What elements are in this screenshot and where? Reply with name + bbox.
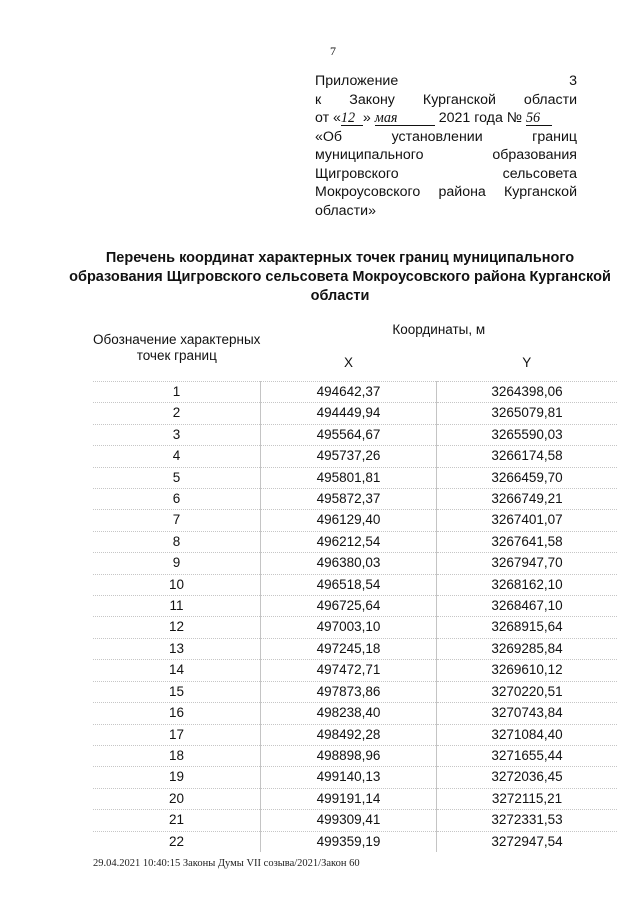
table-row [93, 745, 617, 766]
coord-x: 496212,54 [261, 531, 437, 552]
table-row [93, 596, 617, 617]
coord-x: 495564,67 [261, 424, 437, 445]
header-coordinates: Координаты, м [392, 321, 486, 337]
table-body [93, 382, 617, 852]
table-row [93, 724, 617, 745]
coord-x: 498238,40 [261, 703, 437, 724]
appendix-line-6: Щигровского сельсовета [315, 165, 577, 182]
point-number: 8 [93, 531, 261, 552]
coord-x: 499309,41 [261, 810, 437, 831]
coord-x: 498492,28 [261, 724, 437, 745]
table-row [93, 681, 617, 702]
coord-y: 3265590,03 [437, 424, 618, 445]
coord-y: 3268162,10 [437, 574, 618, 595]
table-row [93, 553, 617, 574]
coord-y: 3272115,21 [437, 788, 618, 809]
header-x: X [343, 354, 353, 370]
coord-x: 495801,81 [261, 467, 437, 488]
point-number: 22 [93, 831, 261, 852]
coord-y: 3272331,53 [437, 810, 618, 831]
coord-x: 496725,64 [261, 596, 437, 617]
date-mid: » [362, 110, 371, 126]
point-number: 20 [93, 788, 261, 809]
coord-y: 3268467,10 [437, 596, 618, 617]
point-number: 18 [93, 745, 261, 766]
appendix-line-7: Мокроусовского района Курганской [315, 184, 577, 200]
table-row [93, 531, 617, 552]
coord-y: 3272947,54 [437, 831, 618, 852]
point-number: 15 [93, 681, 261, 702]
appendix-line-2: к Закону Курганской области [315, 91, 577, 108]
coordinates-table [93, 315, 617, 852]
point-number: 14 [93, 660, 261, 681]
handwritten-month: мая [375, 111, 435, 126]
coord-y: 3270743,84 [437, 703, 618, 724]
coord-y: 3264398,06 [437, 382, 618, 403]
coord-x: 496129,40 [261, 510, 437, 531]
coord-x: 496380,03 [261, 553, 437, 574]
table-row [93, 446, 617, 467]
coord-y: 3265079,81 [437, 403, 618, 424]
table-row [93, 767, 617, 788]
coord-y: 3269285,84 [437, 638, 618, 659]
table-row [93, 489, 617, 510]
table-row [93, 788, 617, 809]
point-number: 9 [93, 553, 261, 574]
coord-x: 499191,14 [261, 788, 437, 809]
point-number: 17 [93, 724, 261, 745]
point-number: 13 [93, 638, 261, 659]
table-row [93, 638, 617, 659]
handwritten-law-number: 56 [526, 111, 552, 126]
table-row [93, 510, 617, 531]
coord-x: 497873,86 [261, 681, 437, 702]
point-number: 2 [93, 403, 261, 424]
point-number: 4 [93, 446, 261, 467]
point-number: 11 [93, 596, 261, 617]
table-row [93, 467, 617, 488]
appendix-header [315, 72, 577, 220]
header-point-designation: Обозначение характерных точек границ [93, 331, 261, 363]
coord-y: 3271084,40 [437, 724, 618, 745]
coord-x: 496518,54 [261, 574, 437, 595]
table-row [93, 703, 617, 724]
page-number: 7 [330, 44, 336, 58]
coord-x: 495872,37 [261, 489, 437, 510]
point-number: 12 [93, 617, 261, 638]
coord-x: 495737,26 [261, 446, 437, 467]
point-number: 16 [93, 703, 261, 724]
point-number: 3 [93, 424, 261, 445]
coord-x: 499359,19 [261, 831, 437, 852]
point-number: 7 [93, 510, 261, 531]
coord-y: 3269610,12 [437, 660, 618, 681]
coord-x: 494449,94 [261, 403, 437, 424]
coord-x: 497003,10 [261, 617, 437, 638]
coord-y: 3271655,44 [437, 745, 618, 766]
date-prefix: от « [315, 110, 341, 126]
table-row [93, 831, 617, 852]
coord-y: 3268915,64 [437, 617, 618, 638]
coord-y: 3266749,21 [437, 489, 618, 510]
coord-x: 494642,37 [261, 382, 437, 403]
coord-x: 498898,96 [261, 745, 437, 766]
coord-y: 3272036,45 [437, 767, 618, 788]
appendix-line-4: «Об установлении границ [315, 128, 577, 145]
document-title: Перечень координат характерных точек границ муниципального образования Щигровского сельсовета Мокроусовского района Курганской области [69, 250, 611, 304]
coord-x: 497472,71 [261, 660, 437, 681]
point-number: 5 [93, 467, 261, 488]
header-y: Y [522, 354, 532, 370]
coord-y: 3266459,70 [437, 467, 618, 488]
appendix-line-3 [315, 109, 577, 128]
coord-x: 499140,13 [261, 767, 437, 788]
coord-y: 3270220,51 [437, 681, 618, 702]
table-row [93, 403, 617, 424]
coord-y: 3267641,58 [437, 531, 618, 552]
coord-y: 3267401,07 [437, 510, 618, 531]
table-row [93, 617, 617, 638]
footer-stamp: 29.04.2021 10:40:15 Законы Думы VII созыва/2021/Закон 60 [93, 858, 360, 869]
appendix-line-1: Приложение 3 [315, 73, 577, 89]
table-row [93, 574, 617, 595]
coord-y: 3267947,70 [437, 553, 618, 574]
coord-y: 3266174,58 [437, 446, 618, 467]
point-number: 10 [93, 574, 261, 595]
handwritten-day: 12 [341, 111, 363, 126]
point-number: 21 [93, 810, 261, 831]
coord-x: 497245,18 [261, 638, 437, 659]
table-row [93, 424, 617, 445]
appendix-line-8: области» [315, 202, 376, 219]
point-number: 6 [93, 489, 261, 510]
date-suffix: 2021 года № [438, 110, 522, 126]
table-row [93, 660, 617, 681]
table-row [93, 382, 617, 403]
point-number: 19 [93, 767, 261, 788]
table-row [93, 810, 617, 831]
appendix-line-5: муниципального образования [315, 147, 577, 163]
point-number: 1 [93, 382, 261, 403]
